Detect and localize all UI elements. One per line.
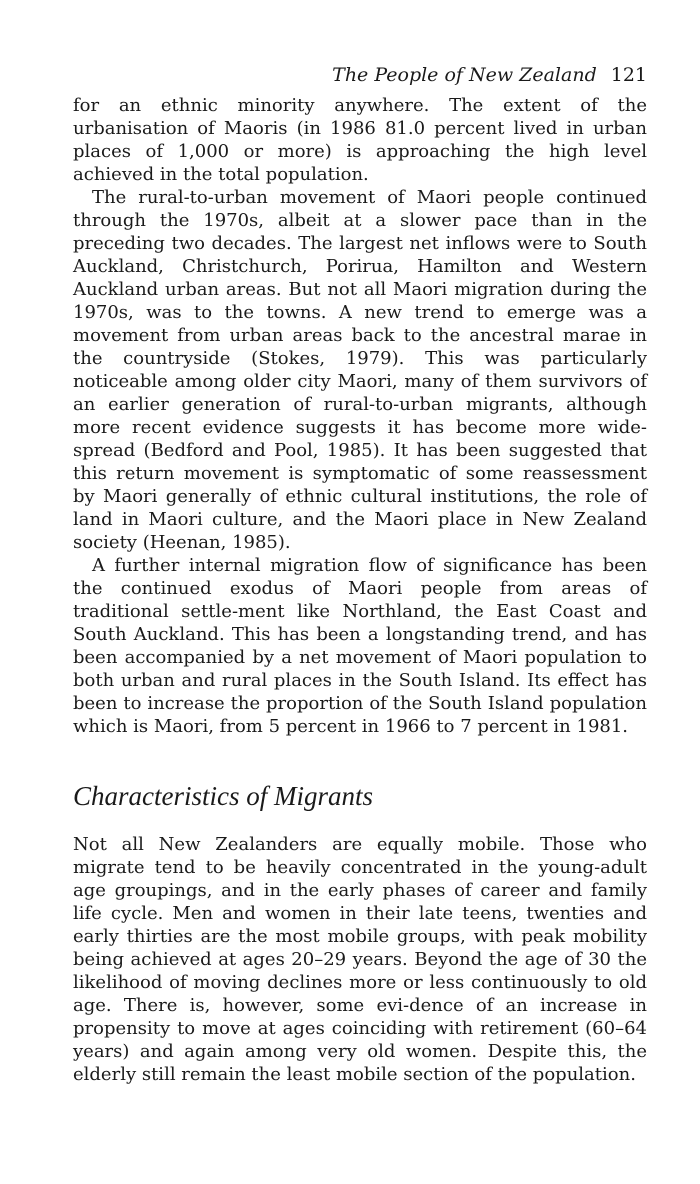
book-page [73, 62, 647, 1086]
running-title: The People of New Zealand [332, 64, 597, 86]
paragraph-mobility: Not all New Zealanders are equally mobile. Those who migrate tend to be heavily concentrated in the young-adult age groupings, and in the early phases of career and family life cycle. Men and women in their late teens, twenties and early thirties are the most mobile groups, with peak mobility being achieved at ages 20–29 years. Beyond the age of 30 the likelihood of moving declines more or less continuously to old age. There is, however, some evi-dence of an increase in propensity to move at ages coinciding with retirement (60–64 years) and again among very old women. Despite this, the elderly still remain the least mobile section of the population. [73, 834, 647, 1085]
paragraph-rural-to-urban: The rural-to-urban movement of Maori people continued through the 1970s, albeit at a slower pace than in the preceding two decades. The largest net inflows were to South Auckland, Christchurch, Porirua, Hamilton and Western Auckland urban areas. But not all Maori migration during the 1970s, was to the towns. A new trend to emerge was a movement from urban areas back to the ancestral marae in the countryside (Stokes, 1979). This was particularly noticeable among older city Maori, many of them survivors of an earlier generation of rural-to-urban migrants, although more recent evidence suggests it has become more wide-spread (Bedford and Pool, 1985). It has been suggested that this return movement is symptomatic of some reassessment by Maori generally of ethnic cultural institutions, the role of land in Maori culture, and the Maori place in New Zealand society (Heenan, 1985). [73, 187, 647, 553]
section-urbanisation [73, 94, 647, 738]
paragraph-internal-migration: A further internal migration flow of significance has been the continued exodus of Maori people from areas of traditional settle-ment like Northland, the East Coast and South Auckland. This has been a longstanding trend, and has been accompanied by a net movement of Maori population to both urban and rural places in the South Island. Its effect has been to increase the proportion of the South Island population which is Maori, from 5 percent in 1966 to 7 percent in 1981. [73, 555, 647, 737]
paragraph-continued: for an ethnic minority anywhere. The extent of the urbanisation of Maoris (in 1986 81.0 percent lived in urban places of 1,000 or more) is approaching the high level achieved in the total population. [73, 95, 647, 185]
section-heading: Characteristics of Migrants [73, 781, 374, 811]
running-head [73, 62, 647, 88]
page-number: 121 [610, 64, 647, 86]
section-characteristics [73, 833, 647, 1086]
